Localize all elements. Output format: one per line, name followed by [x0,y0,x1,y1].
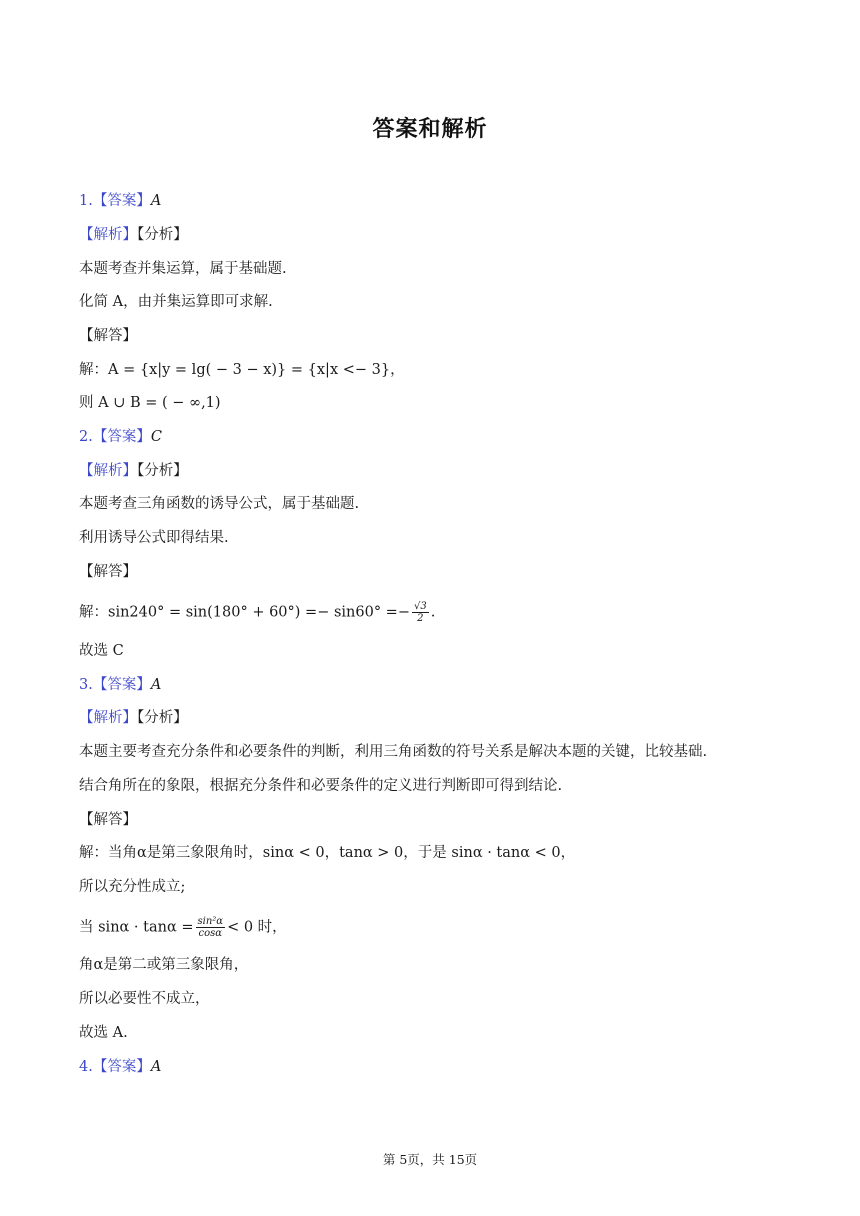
line-text: 【解答】 [79,564,137,580]
fraction [412,601,429,624]
text-line [79,494,359,514]
text-line [79,326,137,346]
line-text: 当 sinα · tanα = [79,919,194,936]
answer-heading [79,675,161,695]
answer-heading [79,427,162,447]
line-text: 所以充分性成立; [79,879,186,895]
answer-choice: C [150,429,162,445]
section-tag: 【答案】 [92,429,151,445]
line-text: 本题考查三角函数的诱导公式，属于基础题. [79,496,360,512]
fraction-numerator: sin²α [197,916,224,927]
line-text: 化简 A，由并集运算即可求解. [79,294,273,310]
section-label: 【分析】 [137,463,188,479]
text-line [79,742,707,762]
text-line [79,601,435,624]
answer-heading [79,1057,161,1077]
section-tag: 【答案】 [92,193,151,209]
text-line [79,776,562,796]
section-tag: 【解析】 [79,227,137,243]
answer-heading [79,191,161,211]
analysis-heading [79,461,188,481]
answer-choice: A [150,1059,162,1075]
fraction-denominator: cosα [198,928,223,939]
text-line [79,259,287,279]
line-text: 故选 A. [79,1025,128,1041]
text-line [79,843,575,863]
line-text: 本题主要考查充分条件和必要条件的判断，利用三角函数的符号关系是解决本题的关键，比较基础. [79,744,708,760]
section-tag: 【解析】 [79,710,137,726]
line-text: 所以必要性不成立， [79,991,210,1007]
page-title: 答案和解析 [372,117,488,142]
text-line [79,393,221,413]
text-line [79,877,185,897]
line-text: 本题考查并集运算，属于基础题. [79,261,287,277]
answer-choice: A [150,193,162,209]
text-line [79,641,124,661]
analysis-heading [79,708,188,728]
text-line [79,916,287,939]
line-tail: . [430,604,436,621]
question-number: 3. [79,677,93,693]
fraction [196,916,226,939]
line-text: 角α是第二或第三象限角， [79,957,249,973]
line-tail: < 0 时， [227,919,287,936]
fraction-denominator: 2 [417,613,424,624]
line-text: 解：当角α是第三象限角时，sinα < 0，tanα > 0，于是 sinα · tanα < 0， [79,845,576,861]
section-tag: 【答案】 [92,1059,151,1075]
section-tag: 【解析】 [79,463,137,479]
question-number: 1. [79,193,93,209]
question-number: 2. [79,429,93,445]
line-text: 【解答】 [79,328,137,344]
line-text: 解：A = {x|y = lg( − 3 − x)} = {x|x <− 3}， [79,362,405,378]
line-text: 故选 C [79,643,124,659]
text-line [79,360,405,380]
text-line [79,989,210,1009]
text-line [79,810,137,830]
line-text: 则 A ∪ B = ( − ∞,1) [79,395,221,411]
line-text: 【解答】 [79,812,137,828]
line-text: 利用诱导公式即得结果. [79,530,229,546]
page-footer: 第 5页，共 15页 [382,1152,478,1167]
question-number: 4. [79,1059,93,1075]
analysis-heading [79,225,188,245]
section-label: 【分析】 [137,227,188,243]
line-text: 解：sin240° = sin(180° + 60°) =− sin60° =− [79,604,410,621]
section-label: 【分析】 [137,710,188,726]
text-line [79,562,137,582]
text-line [79,528,229,548]
fraction-numerator: √3 [413,601,427,612]
line-text: 结合角所在的象限，根据充分条件和必要条件的定义进行判断即可得到结论. [79,778,563,794]
answer-choice: A [150,677,162,693]
section-tag: 【答案】 [92,677,151,693]
text-line [79,1023,128,1043]
text-line [79,955,248,975]
text-line [79,292,273,312]
